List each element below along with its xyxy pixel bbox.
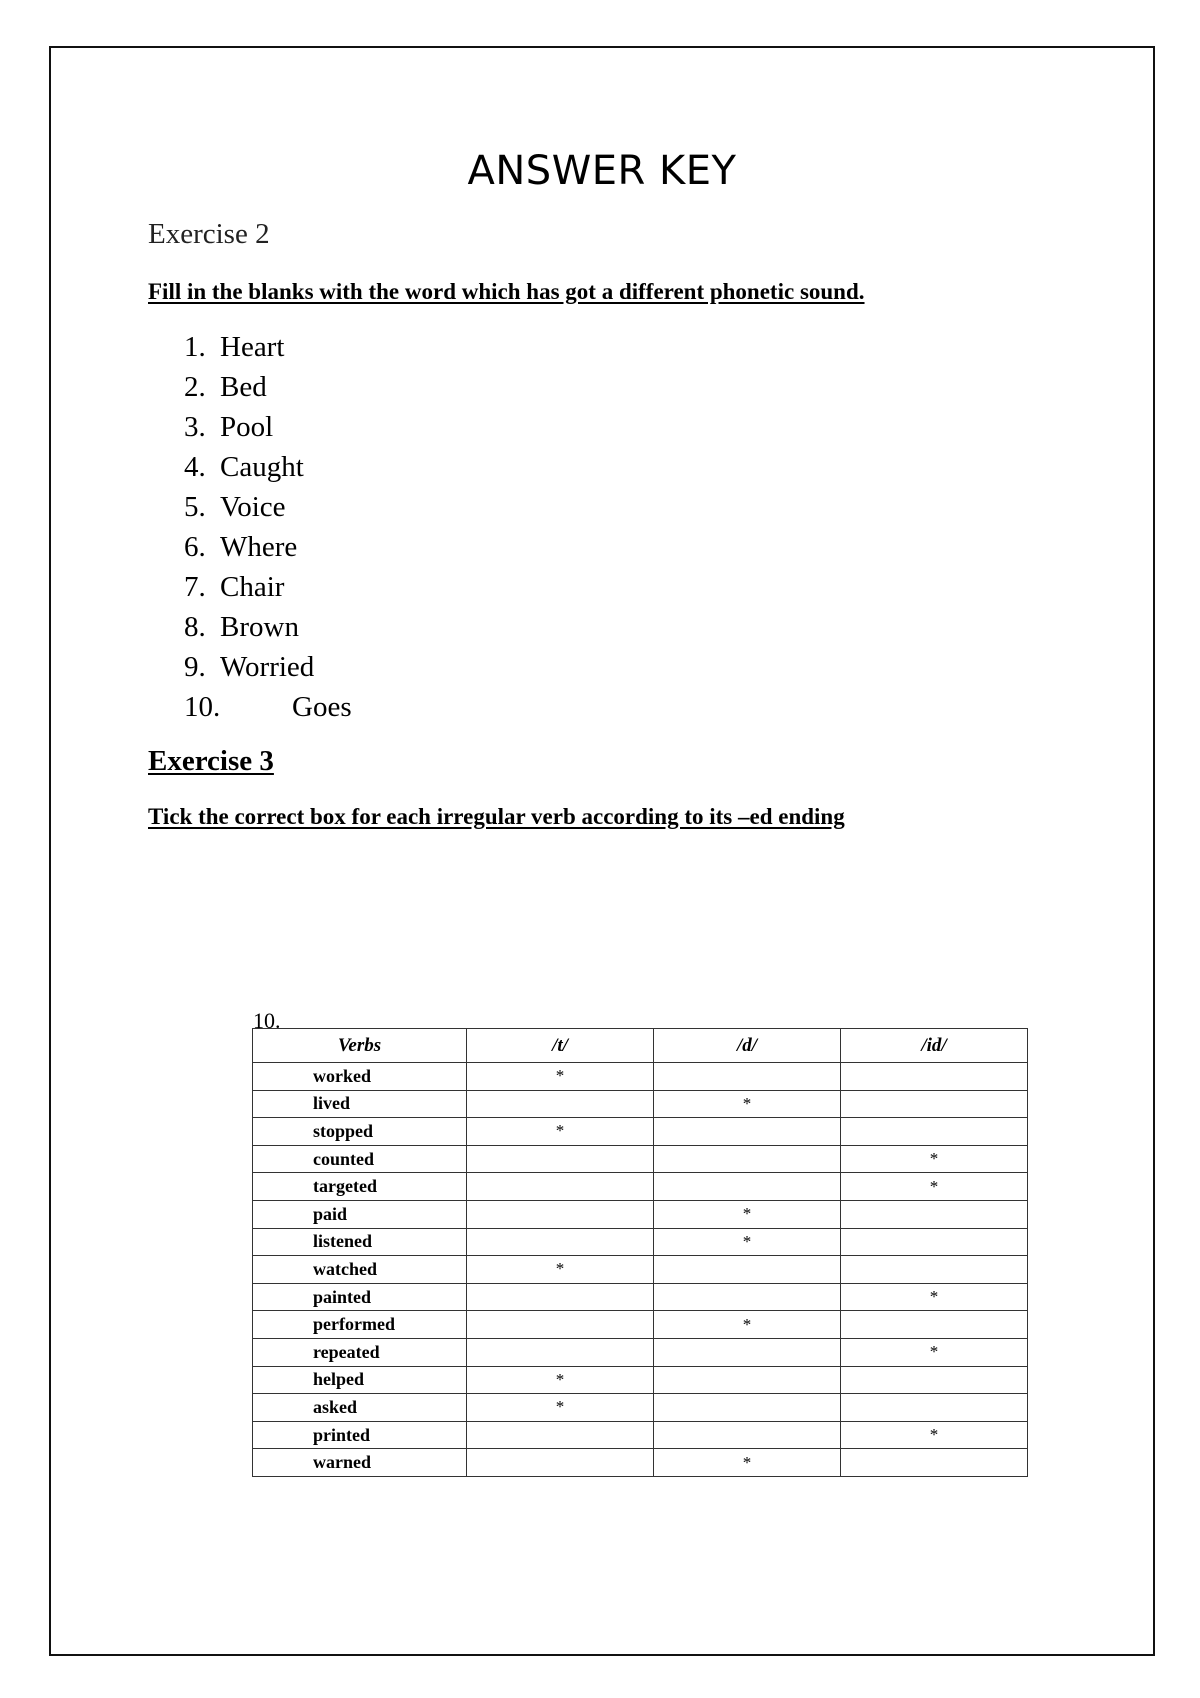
verb-cell: worked [253,1063,467,1091]
ending-cell [467,1421,654,1449]
tick-mark: * [654,1228,841,1256]
ending-cell [841,1366,1028,1394]
ending-cell [654,1118,841,1146]
ending-cell [654,1145,841,1173]
tick-mark: * [841,1283,1028,1311]
answer-number: 7. [184,571,206,603]
ending-cell [467,1338,654,1366]
exercise-3-heading: Exercise 3 [148,745,274,777]
tick-mark: * [467,1366,654,1394]
tick-mark: * [467,1394,654,1422]
tick-mark: * [654,1449,841,1477]
answer-number: 5. [184,491,206,523]
answer-word: Where [220,531,298,563]
verb-cell: painted [253,1283,467,1311]
tick-mark: * [654,1090,841,1118]
verb-cell: watched [253,1256,467,1284]
table-row [253,1173,1028,1201]
ending-cell [467,1200,654,1228]
ending-cell [841,1256,1028,1284]
verb-cell: lived [253,1090,467,1118]
answer-number: 4. [184,451,206,483]
tick-mark: * [654,1311,841,1339]
table-row [253,1449,1028,1477]
ending-cell [654,1338,841,1366]
table-row [253,1256,1028,1284]
answer-number: 9. [184,651,206,683]
answer-item [184,487,352,527]
answer-word: Voice [220,491,286,523]
answer-word: Brown [220,611,299,643]
table-row [253,1063,1028,1091]
ending-cell [841,1228,1028,1256]
header-t-ending: /t/ [467,1029,654,1063]
table-row [253,1145,1028,1173]
answer-word: Pool [220,411,274,443]
table-row [253,1338,1028,1366]
tick-mark: * [841,1421,1028,1449]
ending-cell [467,1145,654,1173]
table-row [253,1366,1028,1394]
table-row [253,1283,1028,1311]
ending-cell [467,1311,654,1339]
table-row [253,1394,1028,1422]
ending-cell [841,1118,1028,1146]
exercise-3-instruction: Tick the correct box for each irregular verb according to its –ed ending [148,804,845,829]
ending-cell [654,1421,841,1449]
verb-cell: printed [253,1421,467,1449]
ending-cell [841,1449,1028,1477]
verb-cell: repeated [253,1338,467,1366]
ending-cell [467,1228,654,1256]
answer-number: 3. [184,411,206,443]
ending-cell [654,1256,841,1284]
ending-cell [654,1394,841,1422]
page-frame [49,46,1155,1656]
tick-mark: * [467,1063,654,1091]
answer-number: 6. [184,531,206,563]
table-row [253,1118,1028,1146]
answer-word: Caught [220,451,304,483]
header-d-ending: /d/ [654,1029,841,1063]
answer-item [184,567,352,607]
tick-mark: * [841,1145,1028,1173]
header-id-ending: /id/ [841,1029,1028,1063]
verb-cell: performed [253,1311,467,1339]
ending-cell [467,1283,654,1311]
answer-item [184,607,352,647]
answer-item [184,327,352,367]
answer-item [184,447,352,487]
verb-cell: warned [253,1449,467,1477]
ending-cell [654,1283,841,1311]
tick-mark: * [841,1173,1028,1201]
table-row [253,1421,1028,1449]
answer-item [184,367,352,407]
ending-cell [841,1090,1028,1118]
verb-table-body [253,1063,1028,1477]
tick-mark: * [654,1200,841,1228]
verb-cell: counted [253,1145,467,1173]
table-row [253,1090,1028,1118]
ending-cell [654,1173,841,1201]
verb-ending-table [252,1028,1028,1477]
ending-cell [841,1394,1028,1422]
ending-cell [467,1173,654,1201]
answer-number: 2. [184,371,206,403]
ending-cell [841,1063,1028,1091]
tick-mark: * [467,1118,654,1146]
table-header-row [253,1029,1028,1063]
verb-cell: targeted [253,1173,467,1201]
header-verbs: Verbs [253,1029,467,1063]
answer-word: Bed [220,371,267,403]
answer-word: Worried [220,651,315,683]
exercise-2-instruction: Fill in the blanks with the word which has got a different phonetic sound. [148,279,865,304]
exercise-2-heading: Exercise 2 [148,218,270,250]
table-row [253,1200,1028,1228]
ending-cell [467,1449,654,1477]
answer-word: Chair [220,571,285,603]
exercise-2-answer-list [184,327,352,727]
ending-cell [841,1311,1028,1339]
ending-cell [654,1366,841,1394]
answer-number: 10. [184,691,221,723]
verb-cell: listened [253,1228,467,1256]
answer-item [184,687,352,727]
table-row [253,1311,1028,1339]
answer-item [184,527,352,567]
table-row [253,1228,1028,1256]
verb-cell: asked [253,1394,467,1422]
answer-item [184,407,352,447]
verb-cell: paid [253,1200,467,1228]
answer-item [184,647,352,687]
tick-mark: * [467,1256,654,1284]
answer-number: 1. [184,331,206,363]
verb-cell: stopped [253,1118,467,1146]
table-number: 10. [253,1008,281,1033]
answer-word: Heart [220,331,285,363]
ending-cell [654,1063,841,1091]
answer-number: 8. [184,611,206,643]
page-title: ANSWER KEY [467,148,737,194]
tick-mark: * [841,1338,1028,1366]
ending-cell [467,1090,654,1118]
answer-word: Goes [292,691,352,723]
ending-cell [841,1200,1028,1228]
verb-cell: helped [253,1366,467,1394]
